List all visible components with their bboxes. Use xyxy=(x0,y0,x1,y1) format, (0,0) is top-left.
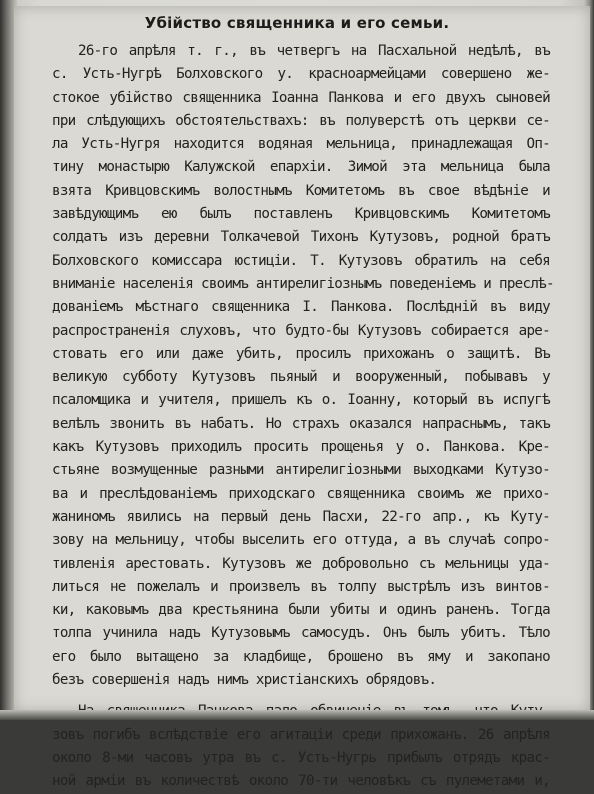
text-line: распространенія слуховъ, что будто-бы Кутузовъ собирается аре- xyxy=(52,322,550,339)
text-line: стьяне возмущенные разными антирелигіозными выходками Кутузо- xyxy=(52,462,550,479)
text-line: велѣлъ звонить въ набатъ. Но страхъ оказался напраснымъ, такъ xyxy=(52,415,550,432)
text-line: стовать его или даже убить, просилъ прихожанъ о защитѣ. Въ xyxy=(52,345,550,362)
text-line: тину монастырю Калужской епархіи. Зимой эта мельница была xyxy=(52,159,550,176)
text-line: ки, каковымъ два крестьянина были убиты и одинъ раненъ. Тогда xyxy=(52,602,550,619)
article-title: Убійство священника и его семьи. xyxy=(144,14,450,32)
text-line: 26-го апрѣля т. г., въ четвергъ на Пасхальной недѣлѣ, въ xyxy=(78,43,550,59)
text-line: зову на мельницу, чтобы выселить его оттуда, а въ случаѣ сопро- xyxy=(52,532,550,549)
text-line: зовъ погибъ вслѣдствіе его агитаціи среди прихожанъ. 26 апрѣля xyxy=(52,726,550,743)
article-body xyxy=(52,40,554,794)
text-line: при слѣдующихъ обстоятельствахъ: въ полуверстѣ отъ церкви се- xyxy=(52,112,550,129)
text-line: какъ Кутузовъ приходилъ просить прощенья у о. Панкова. Кре- xyxy=(52,439,550,456)
text-line: псаломщика и учителя, пришелъ къ о. Іоанну, который въ испугѣ xyxy=(52,392,550,409)
text-line: вниманіе населенія своимъ антирелигіознымъ поведеніемъ и преслѣ- xyxy=(52,275,554,292)
text-line: ла Усть-Нугря находится водяная мельница, принадлежащая Оп- xyxy=(52,136,550,153)
text-line: жаниномъ явились на первый день Пасхи, 22-го апр., къ Куту- xyxy=(52,508,550,525)
text-line: стокое убійство священника Іоанна Панкова и его двухъ сыновей xyxy=(52,89,550,106)
text-line: тивленія арестовать. Кутузовъ же добровольно съ мельницы уда- xyxy=(52,555,550,572)
text-line: великую субботу Кутузовъ пьяный и вооруженный, побывавъ у xyxy=(52,369,550,386)
text-line: с. Усть-Нугрѣ Болховского у. красноармейцами совершено же- xyxy=(52,66,550,83)
text-line: толпа учинила надъ Кутузовымъ самосудъ. Онъ былъ убитъ. Тѣло xyxy=(52,625,550,642)
text-line: ной арміи въ количествѣ около 70-ти человѣкъ съ пулеметами и, xyxy=(52,773,550,790)
paragraph-1 xyxy=(52,40,554,692)
text-line: солдатъ изъ деревни Толкачевой Тихонъ Кутузовъ, родной братъ xyxy=(52,229,550,246)
text-line: ва и преслѣдованіемъ приходскаго священника своимъ же прихо- xyxy=(52,485,550,502)
paragraph-gap xyxy=(52,692,550,700)
page-bottom-edge xyxy=(0,710,594,720)
text-line: взята Кривцовскимъ волостнымъ Комитетомъ въ свое вѣдѣніе и xyxy=(52,182,550,199)
text-line: около 8-ми часовъ утра въ с. Усть-Нугрь прибылъ отрядъ крас- xyxy=(52,749,550,766)
text-line: его было вытащено за кладбище, брошено въ яму и закопано xyxy=(52,648,550,665)
text-line: Болховского комиссара юстиціи. Т. Кутузовъ обратилъ на себя xyxy=(52,252,550,269)
text-line: дованіемъ мѣстнаго священника І. Панкова. Послѣдній въ виду xyxy=(52,299,550,316)
text-line: безъ совершенія надъ нимъ христіанскихъ обрядовъ. xyxy=(52,672,437,689)
text-line: завѣдующимъ ею былъ поставленъ Кривцовскимъ Комитетомъ xyxy=(52,206,550,223)
text-line: литься не пожелалъ и произвелъ въ толпу выстрѣлъ изъ винтов- xyxy=(52,578,550,595)
